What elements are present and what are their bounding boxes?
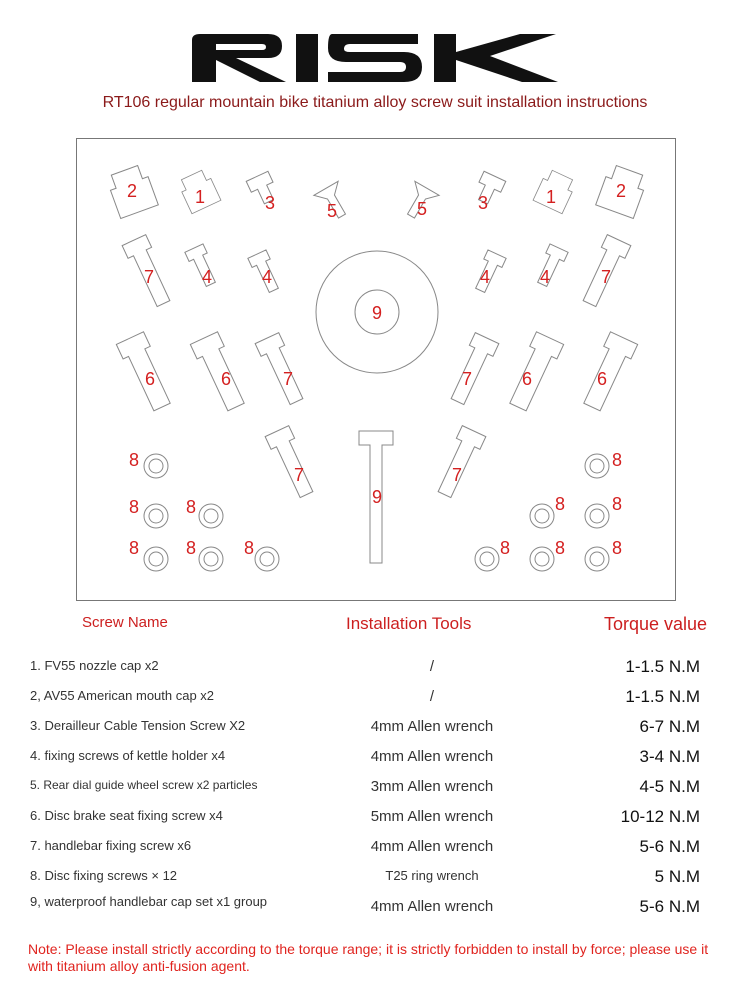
torque-value: 3-4 N.M	[639, 747, 700, 766]
screw-name: 8. Disc fixing screws × 12	[30, 868, 178, 883]
install-tool: /	[429, 688, 435, 705]
label-1-left: 1	[194, 187, 206, 207]
label-2-left: 2	[126, 181, 138, 201]
table-row	[0, 652, 750, 682]
screw-name: 9, waterproof handlebar cap set x1 group	[30, 894, 268, 909]
screw-name: 6. Disc brake seat fixing screw x4	[30, 808, 223, 823]
screw-layout-diagram	[76, 138, 676, 601]
header-installation-tools: Installation Tools	[346, 614, 472, 633]
label-6-d: 6	[596, 369, 608, 389]
page-subtitle: RT106 regular mountain bike titanium alloy screw suit installation instructions	[102, 94, 648, 111]
screw-name: 5. Rear dial guide wheel screw x2 particles	[30, 778, 258, 792]
install-tool: 4mm Allen wrench	[370, 748, 494, 765]
label-6-a: 6	[144, 369, 156, 389]
torque-value: 5 N.M	[654, 867, 700, 886]
label-9-disc: 9	[371, 303, 383, 323]
torque-value: 1-1.5 N.M	[625, 657, 700, 676]
label-8-j: 8	[499, 538, 511, 558]
label-3-left: 3	[264, 193, 276, 213]
label-9-bar: 9	[371, 487, 383, 507]
screw-name: 7. handlebar fixing screw x6	[30, 838, 192, 853]
screw-name: 4. fixing screws of kettle holder x4	[30, 748, 226, 763]
label-7-row2-left: 7	[143, 267, 155, 287]
install-tool: 5mm Allen wrench	[370, 808, 494, 825]
label-5-right: 5	[416, 199, 428, 219]
label-4-c: 4	[479, 267, 491, 287]
label-4-b: 4	[261, 267, 273, 287]
label-2-right: 2	[615, 181, 627, 201]
header-screw-name: Screw Name	[82, 614, 168, 631]
label-8-e: 8	[185, 538, 197, 558]
screw-name: 1. FV55 nozzle cap x2	[30, 658, 159, 673]
label-7-row4-right: 7	[451, 465, 463, 485]
torque-value: 6-7 N.M	[639, 717, 700, 736]
risk-logo	[190, 30, 560, 86]
label-4-d: 4	[539, 267, 551, 287]
table-row	[0, 892, 750, 922]
table-row	[0, 742, 750, 772]
label-7-row3-left: 7	[282, 369, 294, 389]
label-8-i: 8	[611, 494, 623, 514]
install-tool: 4mm Allen wrench	[370, 898, 494, 915]
installation-note: Note: Please install strictly according to the torque range; it is strictly forbidden to install by force; please use it with titanium alloy anti-fusion agent.	[28, 941, 709, 974]
torque-value: 5-6 N.M	[639, 897, 700, 916]
label-8-f: 8	[243, 538, 255, 558]
label-7-row4-left: 7	[293, 465, 305, 485]
label-8-d: 8	[128, 538, 140, 558]
torque-value: 5-6 N.M	[639, 837, 700, 856]
label-8-g: 8	[611, 450, 623, 470]
torque-value: 10-12 N.M	[620, 807, 700, 826]
install-tool: 4mm Allen wrench	[370, 838, 494, 855]
label-8-b: 8	[128, 497, 140, 517]
screw-name: 2, AV55 American mouth cap x2	[30, 688, 215, 703]
label-4-a: 4	[201, 267, 213, 287]
install-tool: /	[429, 658, 435, 675]
table-row	[0, 862, 750, 892]
label-8-c: 8	[185, 497, 197, 517]
label-3-right: 3	[477, 193, 489, 213]
label-8-k: 8	[554, 538, 566, 558]
label-5-left: 5	[326, 201, 338, 221]
label-6-b: 6	[220, 369, 232, 389]
install-tool: T25 ring wrench	[385, 868, 479, 883]
table-row	[0, 802, 750, 832]
label-8-h: 8	[554, 494, 566, 514]
install-tool: 3mm Allen wrench	[370, 778, 494, 795]
label-8-a: 8	[128, 450, 140, 470]
label-1-right: 1	[545, 187, 557, 207]
table-row	[0, 712, 750, 742]
table-row	[0, 772, 750, 802]
table-row	[0, 832, 750, 862]
screw-name: 3. Derailleur Cable Tension Screw X2	[30, 718, 246, 733]
header-torque-value: Torque value	[604, 614, 708, 634]
screw-layout-drawing	[77, 139, 677, 602]
install-tool: 4mm Allen wrench	[370, 718, 494, 735]
label-6-c: 6	[521, 369, 533, 389]
label-7-row2-right: 7	[600, 267, 612, 287]
table-row	[0, 682, 750, 712]
torque-value: 4-5 N.M	[639, 777, 700, 796]
label-7-row3-right: 7	[461, 369, 473, 389]
label-8-l: 8	[611, 538, 623, 558]
torque-value: 1-1.5 N.M	[625, 687, 700, 706]
